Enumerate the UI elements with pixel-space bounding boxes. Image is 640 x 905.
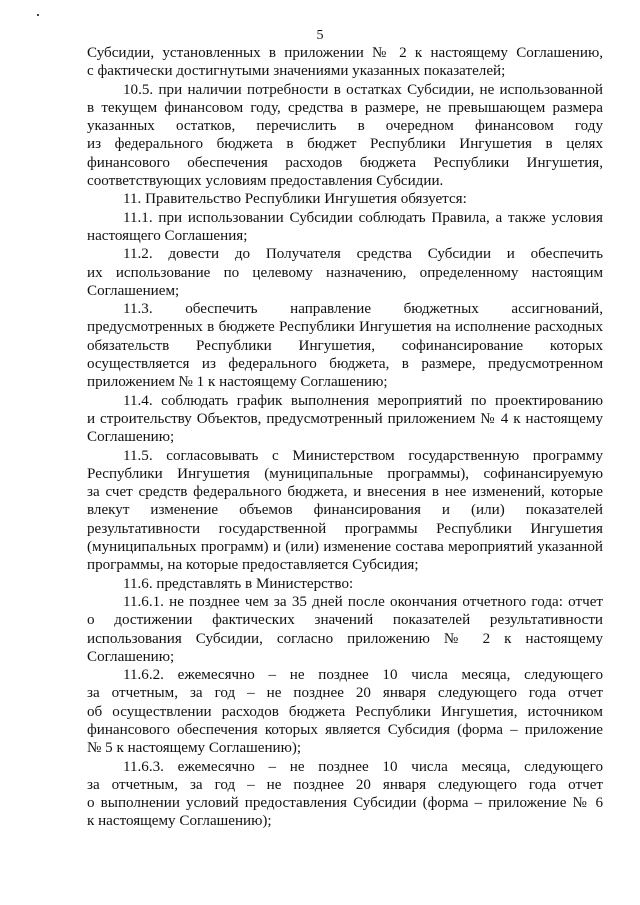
- text-line: № 5 к настоящему Соглашению);: [87, 740, 302, 757]
- text-line: Соглашением;: [87, 282, 180, 299]
- text-line: предусмотренных в бюджете Республики Ингушетия на исполнение расходных: [87, 319, 603, 336]
- text-line: 11.5. согласовывать с Министерством государственную программу: [123, 447, 603, 464]
- text-line: результативности государственной программы Республики Ингушетия: [87, 520, 603, 537]
- text-line: к настоящему Соглашению);: [87, 813, 272, 830]
- text-line: влекут изменение объемов финансирования и (или) показателей: [87, 502, 603, 519]
- text-line: 11.4. соблюдать график выполнения мероприятий по проектированию: [123, 392, 603, 409]
- text-line: использования Субсидии, согласно приложению № 2 к настоящему: [87, 630, 603, 647]
- text-line: настоящего Соглашения;: [87, 227, 248, 244]
- text-line: 11.6.2. ежемесячно – не позднее 10 числа месяца, следующего: [123, 667, 603, 684]
- text-line: о выполнении условий предоставления Субсидии (форма – приложение № 6: [87, 795, 603, 812]
- text-line: за отчетным, за год – не позднее 20 января следующего года отчет: [87, 685, 603, 702]
- document-body: [87, 44, 603, 831]
- text-line: о достижении фактических значений показателей результативности: [87, 612, 603, 629]
- text-line: и строительству Объектов, предусмотренный приложением № 4 к настоящему: [87, 410, 603, 427]
- text-line: Республики Ингушетия (муниципальные программы), софинансируемую: [87, 465, 603, 482]
- text-line: 10.5. при наличии потребности в остатках Субсидии, не использованной: [123, 81, 603, 98]
- text-line: Соглашению;: [87, 429, 175, 446]
- text-line: 11.6.3. ежемесячно – не позднее 10 числа месяца, следующего: [123, 758, 603, 775]
- text-line: 11.1. при использовании Субсидии соблюдать Правила, а также условия: [123, 209, 603, 226]
- text-line: об осуществлении расходов бюджета Республики Ингушетия, источником: [87, 703, 603, 720]
- text-line: осуществляется из федерального бюджета, в размере, предусмотренном: [87, 356, 603, 373]
- text-line: обязательств Республики Ингушетия, софинансирование которых: [87, 337, 603, 354]
- text-line: 11. Правительство Республики Ингушетия обязуется:: [123, 191, 467, 208]
- text-line: 11.2. довести до Получателя средства Субсидии и обеспечить: [123, 246, 603, 263]
- text-line: указанных остатков, перечислить в очередном финансовом году: [87, 118, 603, 135]
- page-number: 5: [316, 28, 324, 43]
- text-line: 11.6. представлять в Министерство:: [123, 575, 354, 592]
- scan-mark: [37, 14, 39, 16]
- text-line: с фактически достигнутыми значениями указанных показателей;: [87, 63, 506, 80]
- text-line: приложением № 1 к настоящему Соглашению;: [87, 374, 388, 391]
- text-line: в текущем финансовом году, средства в размере, не превышающем размера: [87, 99, 603, 116]
- text-line: за счет средств федерального бюджета, и внесения в нее изменений, которые: [87, 484, 603, 501]
- text-line: соответствующих условиям предоставления Субсидии.: [87, 173, 444, 190]
- text-line: их использование по целевому назначению, определенному настоящим: [87, 264, 603, 281]
- text-line: за отчетным, за год – не позднее 20 января следующего года отчет: [87, 776, 603, 793]
- text-line: 11.6.1. не позднее чем за 35 дней после окончания отчетного года: отчет: [123, 593, 603, 610]
- text-line: программы, на которые предоставляется Субсидия;: [87, 557, 419, 574]
- text-line: финансового обеспечения расходов бюджета Республики Ингушетия,: [87, 154, 603, 171]
- text-line: (муниципальных программ) и (или) изменение состава мероприятий указанной: [87, 539, 603, 556]
- text-line: Соглашению;: [87, 648, 175, 665]
- text-line: финансового обеспечения которых является Субсидия (форма – приложение: [87, 721, 603, 738]
- text-line: Субсидии, установленных в приложении № 2 к настоящему Соглашению,: [87, 45, 603, 61]
- text-line: из федерального бюджета в бюджет Республики Ингушетия в целях: [87, 136, 603, 153]
- text-line: 11.3. обеспечить направление бюджетных ассигнований,: [123, 301, 603, 318]
